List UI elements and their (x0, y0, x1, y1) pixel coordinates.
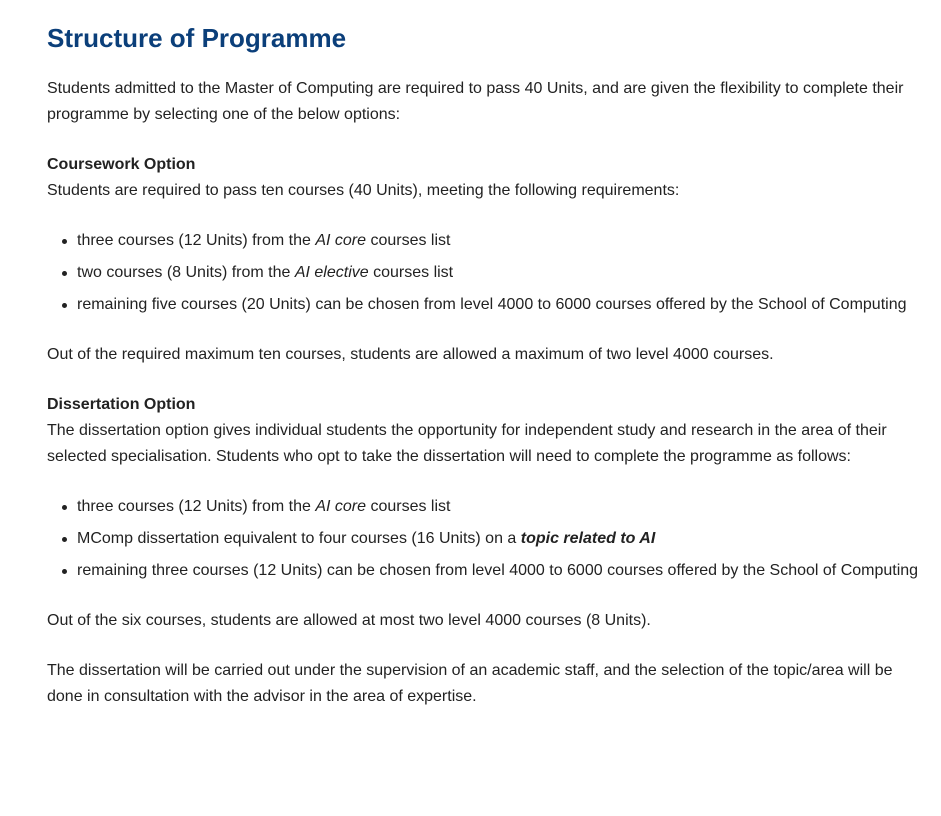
list-item: three courses (12 Units) from the AI core courses list (77, 228, 921, 254)
coursework-note: Out of the required maximum ten courses, students are allowed a maximum of two level 4000 courses. (47, 346, 774, 363)
dissertation-lead: The dissertation option gives individual students the opportunity for independent study and research in the area of their selected specialisation. Students who opt to take the dissertation will need to complete the programme as follows: (47, 422, 887, 465)
dissertation-heading: Dissertation Option (47, 396, 196, 413)
coursework-section (47, 152, 921, 368)
list-item: remaining five courses (20 Units) can be chosen from level 4000 to 6000 courses offered by the School of Computing (77, 292, 921, 318)
list-item: three courses (12 Units) from the AI core courses list (77, 494, 921, 520)
coursework-lead: Students are required to pass ten courses (40 Units), meeting the following requirements: (47, 182, 680, 199)
dissertation-section (47, 392, 921, 710)
intro-paragraph: Students admitted to the Master of Computing are required to pass 40 Units, and are given the flexibility to complete their programme by selecting one of the below options: (47, 80, 904, 123)
dissertation-block (47, 392, 921, 470)
coursework-block (47, 152, 921, 204)
dissertation-note: Out of the six courses, students are allowed at most two level 4000 courses (8 Units). (47, 612, 651, 629)
list-item: two courses (8 Units) from the AI elective courses list (77, 260, 921, 286)
dissertation-requirements-list (47, 494, 921, 584)
dissertation-closing: The dissertation will be carried out under the supervision of an academic staff, and the selection of the topic/area will be done in consultation with the advisor in the area of expertise. (47, 662, 893, 705)
coursework-heading: Coursework Option (47, 156, 196, 173)
list-item: remaining three courses (12 Units) can be chosen from level 4000 to 6000 courses offered by the School of Computing (77, 558, 921, 584)
page-title: Structure of Programme (47, 23, 347, 53)
list-item: MComp dissertation equivalent to four courses (16 Units) on a topic related to AI (77, 526, 921, 552)
coursework-requirements-list (47, 228, 921, 318)
